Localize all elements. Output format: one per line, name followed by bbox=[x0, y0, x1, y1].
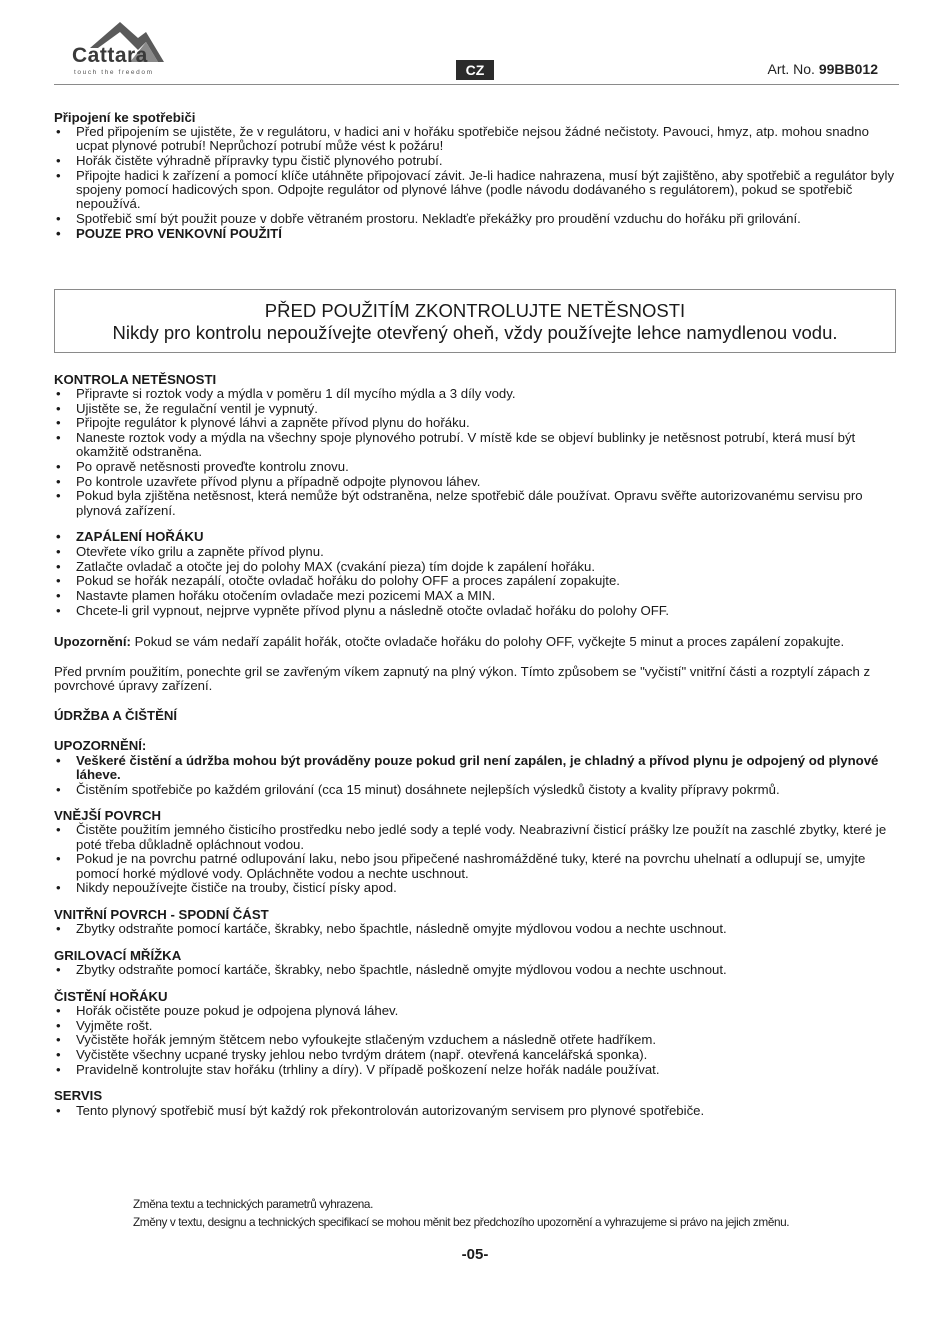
list-item: • Chcete-li gril vypnout, nejprve vypněte přívod plynu a následně otočte ovladač hořáku do polohy OFF. bbox=[54, 604, 896, 618]
list-item: • Tento plynový spotřebič musí být každý rok překontrolován autorizovaným servisem pro plynové spotřebiče. bbox=[54, 1104, 896, 1118]
list-item: • Nikdy nepoužívejte čističe na trouby, čisticí písky apod. bbox=[54, 881, 896, 895]
list-item: • Naneste roztok vody a mýdla na všechny spoje plynového potrubí. V místě kde se objeví bublinky je netěsnost potrubí, která musí být okamžitě odstraněna. bbox=[54, 431, 896, 459]
list-item: • Po kontrole uzavřete přívod plynu a případně odpojte plynovou láhev. bbox=[54, 475, 896, 489]
article-label: Art. No. bbox=[767, 61, 815, 77]
bullet-list bbox=[54, 1004, 896, 1077]
list-item: • Hořák očistěte pouze pokud je odpojena plynová láhev. bbox=[54, 1004, 896, 1018]
list-item: • Ujistěte se, že regulační ventil je vypnutý. bbox=[54, 402, 896, 416]
list-item: • Připravte si roztok vody a mýdla v poměru 1 díl mycího mýdla a 3 díly vody. bbox=[54, 387, 896, 401]
section-interior bbox=[54, 908, 896, 936]
section-title: UPOZORNĚNÍ: bbox=[54, 738, 147, 754]
warning-paragraph bbox=[54, 635, 896, 649]
bullet-list bbox=[54, 754, 896, 797]
section-service bbox=[54, 1089, 896, 1117]
bullet-list bbox=[54, 125, 896, 241]
maintenance-title: ÚDRŽBA A ČIŠTĚNÍ bbox=[54, 708, 178, 724]
list-item-bold: • POUZE PRO VENKOVNÍ POUŽITÍ bbox=[54, 227, 896, 241]
section-title: GRILOVACÍ MŘÍŽKA bbox=[54, 947, 182, 963]
section-title: SERVIS bbox=[54, 1088, 103, 1104]
brand-logo bbox=[68, 18, 168, 80]
footer-note-2: Změny v textu, designu a technických specifikací se mohou měnit bez předchozího upozornění a vyhrazujeme si právo na jejich změnu. bbox=[133, 1215, 790, 1229]
section-burner-cleaning bbox=[54, 990, 896, 1077]
section-maintenance-warning bbox=[54, 739, 896, 796]
list-item-bold: • Veškeré čistění a údržba mohou být prováděny pouze pokud gril není zapálen, je chladný a přívod plynu je odpojený od plynové láheve. bbox=[54, 754, 896, 782]
section-title: • ZAPÁLENÍ HOŘÁKU bbox=[54, 530, 896, 544]
list-item: • Otevřete víko grilu a zapněte přívod plynu. bbox=[54, 545, 896, 559]
section-connection bbox=[54, 111, 896, 241]
list-item: • Vyčistěte hořák jemným štětcem nebo vyfoukejte stlačeným vzduchem a následně otřete hadříkem. bbox=[54, 1033, 896, 1047]
list-item: • Zatlačte ovladač a otočte jej do polohy MAX (cvakání pieza) tím dojde k zapálení hořáku. bbox=[54, 560, 896, 574]
section-grate bbox=[54, 949, 896, 977]
section-exterior bbox=[54, 809, 896, 895]
notice-heading: PŘED POUŽITÍM ZKONTROLUJTE NETĚSNOSTI bbox=[264, 299, 686, 321]
bullet-list bbox=[54, 387, 896, 518]
first-use-paragraph: Před prvním použitím, ponechte gril se zavřeným víkem zapnutý na plný výkon. Tímto způsobem se "vyčistí" vnitřní části a rozptylí zápach z povrchové úpravy zařízení. bbox=[54, 663, 871, 693]
language-badge: CZ bbox=[456, 60, 494, 80]
page-header bbox=[0, 0, 950, 90]
bullet-list bbox=[54, 963, 896, 977]
header-divider bbox=[54, 84, 899, 85]
bullet-list bbox=[54, 530, 896, 618]
list-item: • Připojte regulátor k plynové láhvi a zapněte přívod plynu do hořáku. bbox=[54, 416, 896, 430]
list-item: • Před připojením se ujistěte, že v regulátoru, v hadici ani v hořáku spotřebiče nejsou žádné nečistoty. Pavouci, hmyz, atp. mohou snadno ucpat plynové potrubí! Neprůchozí potrubí může vést k požáru! bbox=[54, 125, 896, 153]
list-item: • Čistěním spotřebiče po každém grilování (cca 15 minut) dosáhnete nejlepších výsledků čistoty a kvality přípravy pokrmů. bbox=[54, 783, 896, 797]
list-item: • Připojte hadici k zařízení a pomocí klíče utáhněte připojovací závit. Je-li hadice nahrazena, musí být zajištěno, aby spotřebič a regulátor byly spojeny pomocí hadicových spon. Odpojte regulátor od plynové láhve (podle návodu dodávaného s regulátorem), pokud se spotřebič nepoužívá. bbox=[54, 169, 896, 212]
warning-text: Pokud se vám nedaří zapálit hořák, otočte ovladače hořáku do polohy OFF, vyčkejte 5 minut a proces zapálení zopakujte. bbox=[130, 633, 845, 649]
list-item: • Čistěte použitím jemného čisticího prostředku nebo jedlé sody a teplé vody. Neabrazivní čisticí prášky lze použít na zaschlé zbytky, které je poté třeba důkladně opláchnout vodou. bbox=[54, 823, 896, 851]
list-item: • Hořák čistěte výhradně přípravky typu čistič plynového potrubí. bbox=[54, 154, 896, 168]
section-title: ČISTĚNÍ HOŘÁKU bbox=[54, 988, 168, 1004]
list-item: • Vyjměte rošt. bbox=[54, 1019, 896, 1033]
article-number bbox=[767, 61, 878, 77]
article-value: 99BB012 bbox=[818, 61, 878, 77]
logo-tagline: touch the freedom bbox=[74, 69, 154, 76]
list-item: • Zbytky odstraňte pomocí kartáče, škrabky, nebo špachtle, následně omyjte mýdlovou vodou a nechte uschnout. bbox=[54, 963, 896, 977]
section-leak-check bbox=[54, 373, 896, 518]
list-item: • Pokud se hořák nezapálí, otočte ovladač hořáku do polohy OFF a proces zapálení zopakujte. bbox=[54, 574, 896, 588]
notice-text: Nikdy pro kontrolu nepoužívejte otevřený oheň, vždy používejte lehce namydlenou vodu. bbox=[112, 321, 838, 343]
list-item: • Zbytky odstraňte pomocí kartáče, škrabky, nebo špachtle, následně omyjte mýdlovou vodou a nechte uschnout. bbox=[54, 922, 896, 936]
section-title: VNITŘNÍ POVRCH - SPODNÍ ČÁST bbox=[54, 906, 269, 922]
document-body bbox=[54, 111, 896, 1118]
logo-wordmark: Cattara bbox=[72, 44, 148, 67]
list-item: • Pokud je na povrchu patrné odlupování laku, nebo jsou připečené nashromážděné tuky, které na povrchu uhelnatí a odlupují se, umyjte pomocí horké mýdlové vody. Opláchněte vodou a nechte uschnout. bbox=[54, 852, 896, 880]
list-item: • Pravidelně kontrolujte stav hořáku (trhliny a díry). V případě poškození nelze hořák nadále používat. bbox=[54, 1063, 896, 1077]
leak-check-notice-box bbox=[54, 289, 896, 353]
page-number: -05- bbox=[461, 1246, 489, 1263]
section-title: KONTROLA NETĚSNOSTI bbox=[54, 371, 217, 387]
footer-note-1: Změna textu a technických parametrů vyhrazena. bbox=[133, 1197, 373, 1211]
list-item: • Spotřebič smí být použit pouze v dobře větraném prostoru. Nekladťe překážky pro proudění vzduchu do hořáku při grilování. bbox=[54, 212, 896, 226]
warning-label: Upozornění: bbox=[54, 633, 131, 649]
list-item: • Nastavte plamen hořáku otočením ovladače mezi pozicemi MAX a MIN. bbox=[54, 589, 896, 603]
bullet-list bbox=[54, 922, 896, 936]
bullet-list bbox=[54, 1104, 896, 1118]
list-item: • Pokud byla zjištěna netěsnost, která nemůže být odstraněna, nelze spotřebič dále používat. Opravu svěřte autorizovanému servisu pro plynová zařízení. bbox=[54, 489, 896, 517]
section-title: Připojení ke spotřebiči bbox=[54, 110, 196, 125]
section-title: VNĚJŠÍ POVRCH bbox=[54, 808, 161, 824]
list-item: • Vyčistěte všechny ucpané trysky jehlou nebo tvrdým drátem (např. otevřená kancelářská sponka). bbox=[54, 1048, 896, 1062]
section-ignition bbox=[54, 530, 896, 618]
bullet-list bbox=[54, 823, 896, 895]
list-item: • Po opravě netěsnosti proveďte kontrolu znovu. bbox=[54, 460, 896, 474]
